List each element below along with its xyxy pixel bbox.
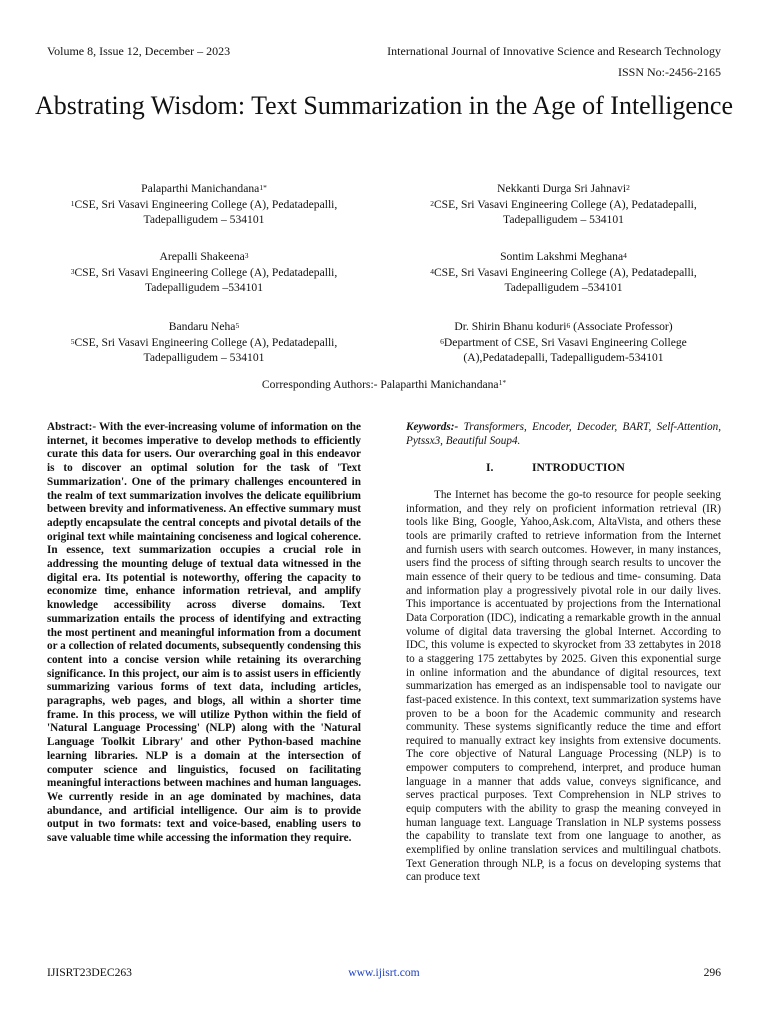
author-affiliation: CSE, Sri Vasavi Engineering College (A), Pedatadepalli,: [74, 197, 338, 211]
author-block-5: Bandaru Neha$^5$ $^5$CSE, Sri Vasavi Engineering College (A), Pedatadepalli, Tadepalligudem – 534101: [47, 319, 361, 366]
author-role: (Associate Professor): [570, 320, 673, 333]
introduction-text: The Internet has become the go-to resource for people seeking information, and they rely on proficient information retrieval (IR) tools like Bing, Google, Yahoo,Ask.com, AltaVista, and others these tools are primarily crafted to retrieve information from the Internet and furnish users with search outcomes. However, in many instances, users find the process of sifting through search results to uncover the main essence of their query to be tedious and time- consuming. Data and information play a progressively pivotal role in our daily lives. This importance is accentuated by projections from the International Data Corporation (IDC), indicating a remarkable growth in the annual volume of digital data traversing the global Internet. According to IDC, this volume is expected to skyrocket from 33 zettabytes in 2018 to a staggering 175 zettabytes by 2025. Given this exponential surge in online information and the abundance of digital resources, text summarization has emerged as an indispensable tool to navigate our fast-paced existence. In this context, text summarization systems have proven to be a boon for the Academic community and research community. These systems significantly reduce the time and effort required to manually extract key insights from extensive documents. The core objective of Natural Language Processing (NLP) is to empower computers to comprehend, interpret, and produce human language in a manner that adds value, conveys significance, and serves practical purposes. Text Comprehension in NLP strives to equip computers with the ability to grasp the meaning conveyed in human language text. Language Translation in NLP systems possess the capability to translate text from one language to another, as exemplified by online translation services and multilingual chatbots. Text Generation through NLP, is a focus on developing systems that can produce text: [406, 489, 721, 884]
author-affiliation: CSE, Sri Vasavi Engineering College (A), Pedatadepalli,: [433, 265, 697, 279]
paper-title: Abstrating Wisdom: Text Summarization in the Age of Intelligence: [34, 91, 734, 120]
volume-info: Volume 8, Issue 12, December – 2023: [47, 44, 231, 58]
journal-name: International Journal of Innovative Science and Research Technology: [387, 44, 721, 58]
author-affiliation: Tadepalligudem – 534101: [143, 213, 265, 226]
author-name: Dr. Shirin Bhanu koduri: [454, 320, 567, 333]
author-affiliation: CSE, Sri Vasavi Engineering College (A), Pedatadepalli,: [74, 265, 338, 279]
author-affiliation: Department of CSE, Sri Vasavi Engineering College: [443, 335, 687, 349]
keywords: [406, 421, 721, 448]
section-title: INTRODUCTION: [532, 461, 625, 474]
author-block-3: Arepalli Shakeena$^3$ $^3$CSE, Sri Vasavi Engineering College (A), Pedatadepalli, Tadepalligudem –534101: [47, 249, 361, 296]
author-block-1: Palaparthi Manichandana$^{1*}$ $^1$CSE, Sri Vasavi Engineering College (A), Pedatadepalli, Tadepalligudem – 534101: [47, 181, 361, 228]
keywords-list: Transformers, Encoder, Decoder, BART, Self-Attention, Pytssx3, Beautiful Soup4.: [406, 421, 721, 447]
author-name: Bandaru Neha: [168, 320, 236, 333]
author-affiliation: Tadepalligudem –534101: [504, 281, 623, 294]
footer-url[interactable]: www.ijisrt.com: [348, 966, 420, 979]
author-name: Palaparthi Manichandana: [141, 182, 260, 195]
author-affiliation: Tadepalligudem – 534101: [143, 351, 265, 364]
page-number: 296: [703, 966, 721, 979]
author-affiliation: (A),Pedatadepalli, Tadepalligudem-534101: [463, 351, 664, 364]
author-affiliation: CSE, Sri Vasavi Engineering College (A), Pedatadepalli,: [433, 197, 697, 211]
author-name: Arepalli Shakeena: [159, 250, 245, 263]
author-block-4: Sontim Lakshmi Meghana$^4$ $^4$CSE, Sri Vasavi Engineering College (A), Pedatadepalli, Tadepalligudem –534101: [406, 249, 721, 296]
footer-id: IJISRT23DEC263: [47, 966, 132, 979]
author-affiliation: CSE, Sri Vasavi Engineering College (A), Pedatadepalli,: [74, 335, 338, 349]
abstract: Abstract:- With the ever-increasing volume of information on the internet, it becomes imperative to develop methods to efficiently curate this data for users. Our overarching goal in this endeavor is to discover an optimal solution for the task of 'Text Summarization'. One of the primary challenges encountered in the realm of text summarization involves the delicate equilibrium between brevity and informativeness. An effective summary must adeptly encapsulate the central concepts and pivotal details of the original text while maintaining conciseness and logical coherence. In essence, text summarization occupies a crucial role in addressing the mounting deluge of textual data witnessed in the digital era. Its potential is noteworthy, offering the capacity to economize time, enhance information retrieval, and amplify knowledge accessibility across diverse domains. Text summarization entails the process of identifying and extracting the most pertinent and meaningful information from a document or a collection of related documents, subsequently condensing this content into a concise version while retaining its overarching significance. In this project, our aim is to assist users in efficiently summarizing various forms of text data, including articles, paragraphs, web pages, and blogs, all within a shorter time frame. In this process, we will utilize Python within the field of 'Natural Language Processing' (NLP) along with the 'Natural Language Toolkit Library' and other Python-based machine learning libraries. NLP is a domain at the intersection of computer science and linguistics, focused on facilitating meaningful interactions between machines and human languages. We currently reside in an age dominated by machines, data abundance, and artificial intelligence. Our aim is to provide output in two formats: text and voice-based, enabling users to save valuable time while accessing the information they require.: [47, 421, 361, 845]
issn: ISSN No:-2456-2165: [617, 65, 721, 79]
author-block-6: Dr. Shirin Bhanu koduri$^6$ (Associate Professor) $^6$Department of CSE, Sri Vasavi Engineering College (A),Pedatadepalli, Tadepalligudem-534101: [406, 319, 721, 366]
author-affiliation: Tadepalligudem – 534101: [503, 213, 624, 226]
keywords-label: Keywords:-: [406, 421, 459, 433]
author-block-2: Nekkanti Durga Sri Jahnavi$^2$ $^2$CSE, Sri Vasavi Engineering College (A), Pedatadepalli, Tadepalligudem – 534101: [406, 181, 721, 228]
author-affiliation: Tadepalligudem –534101: [145, 281, 263, 294]
author-name: Sontim Lakshmi Meghana: [500, 250, 624, 263]
author-name: Nekkanti Durga Sri Jahnavi: [497, 182, 627, 195]
section-number: I.: [486, 461, 494, 474]
corresponding-author: Corresponding Authors:- Palaparthi Manichandana$^{1*}$: [261, 378, 507, 391]
